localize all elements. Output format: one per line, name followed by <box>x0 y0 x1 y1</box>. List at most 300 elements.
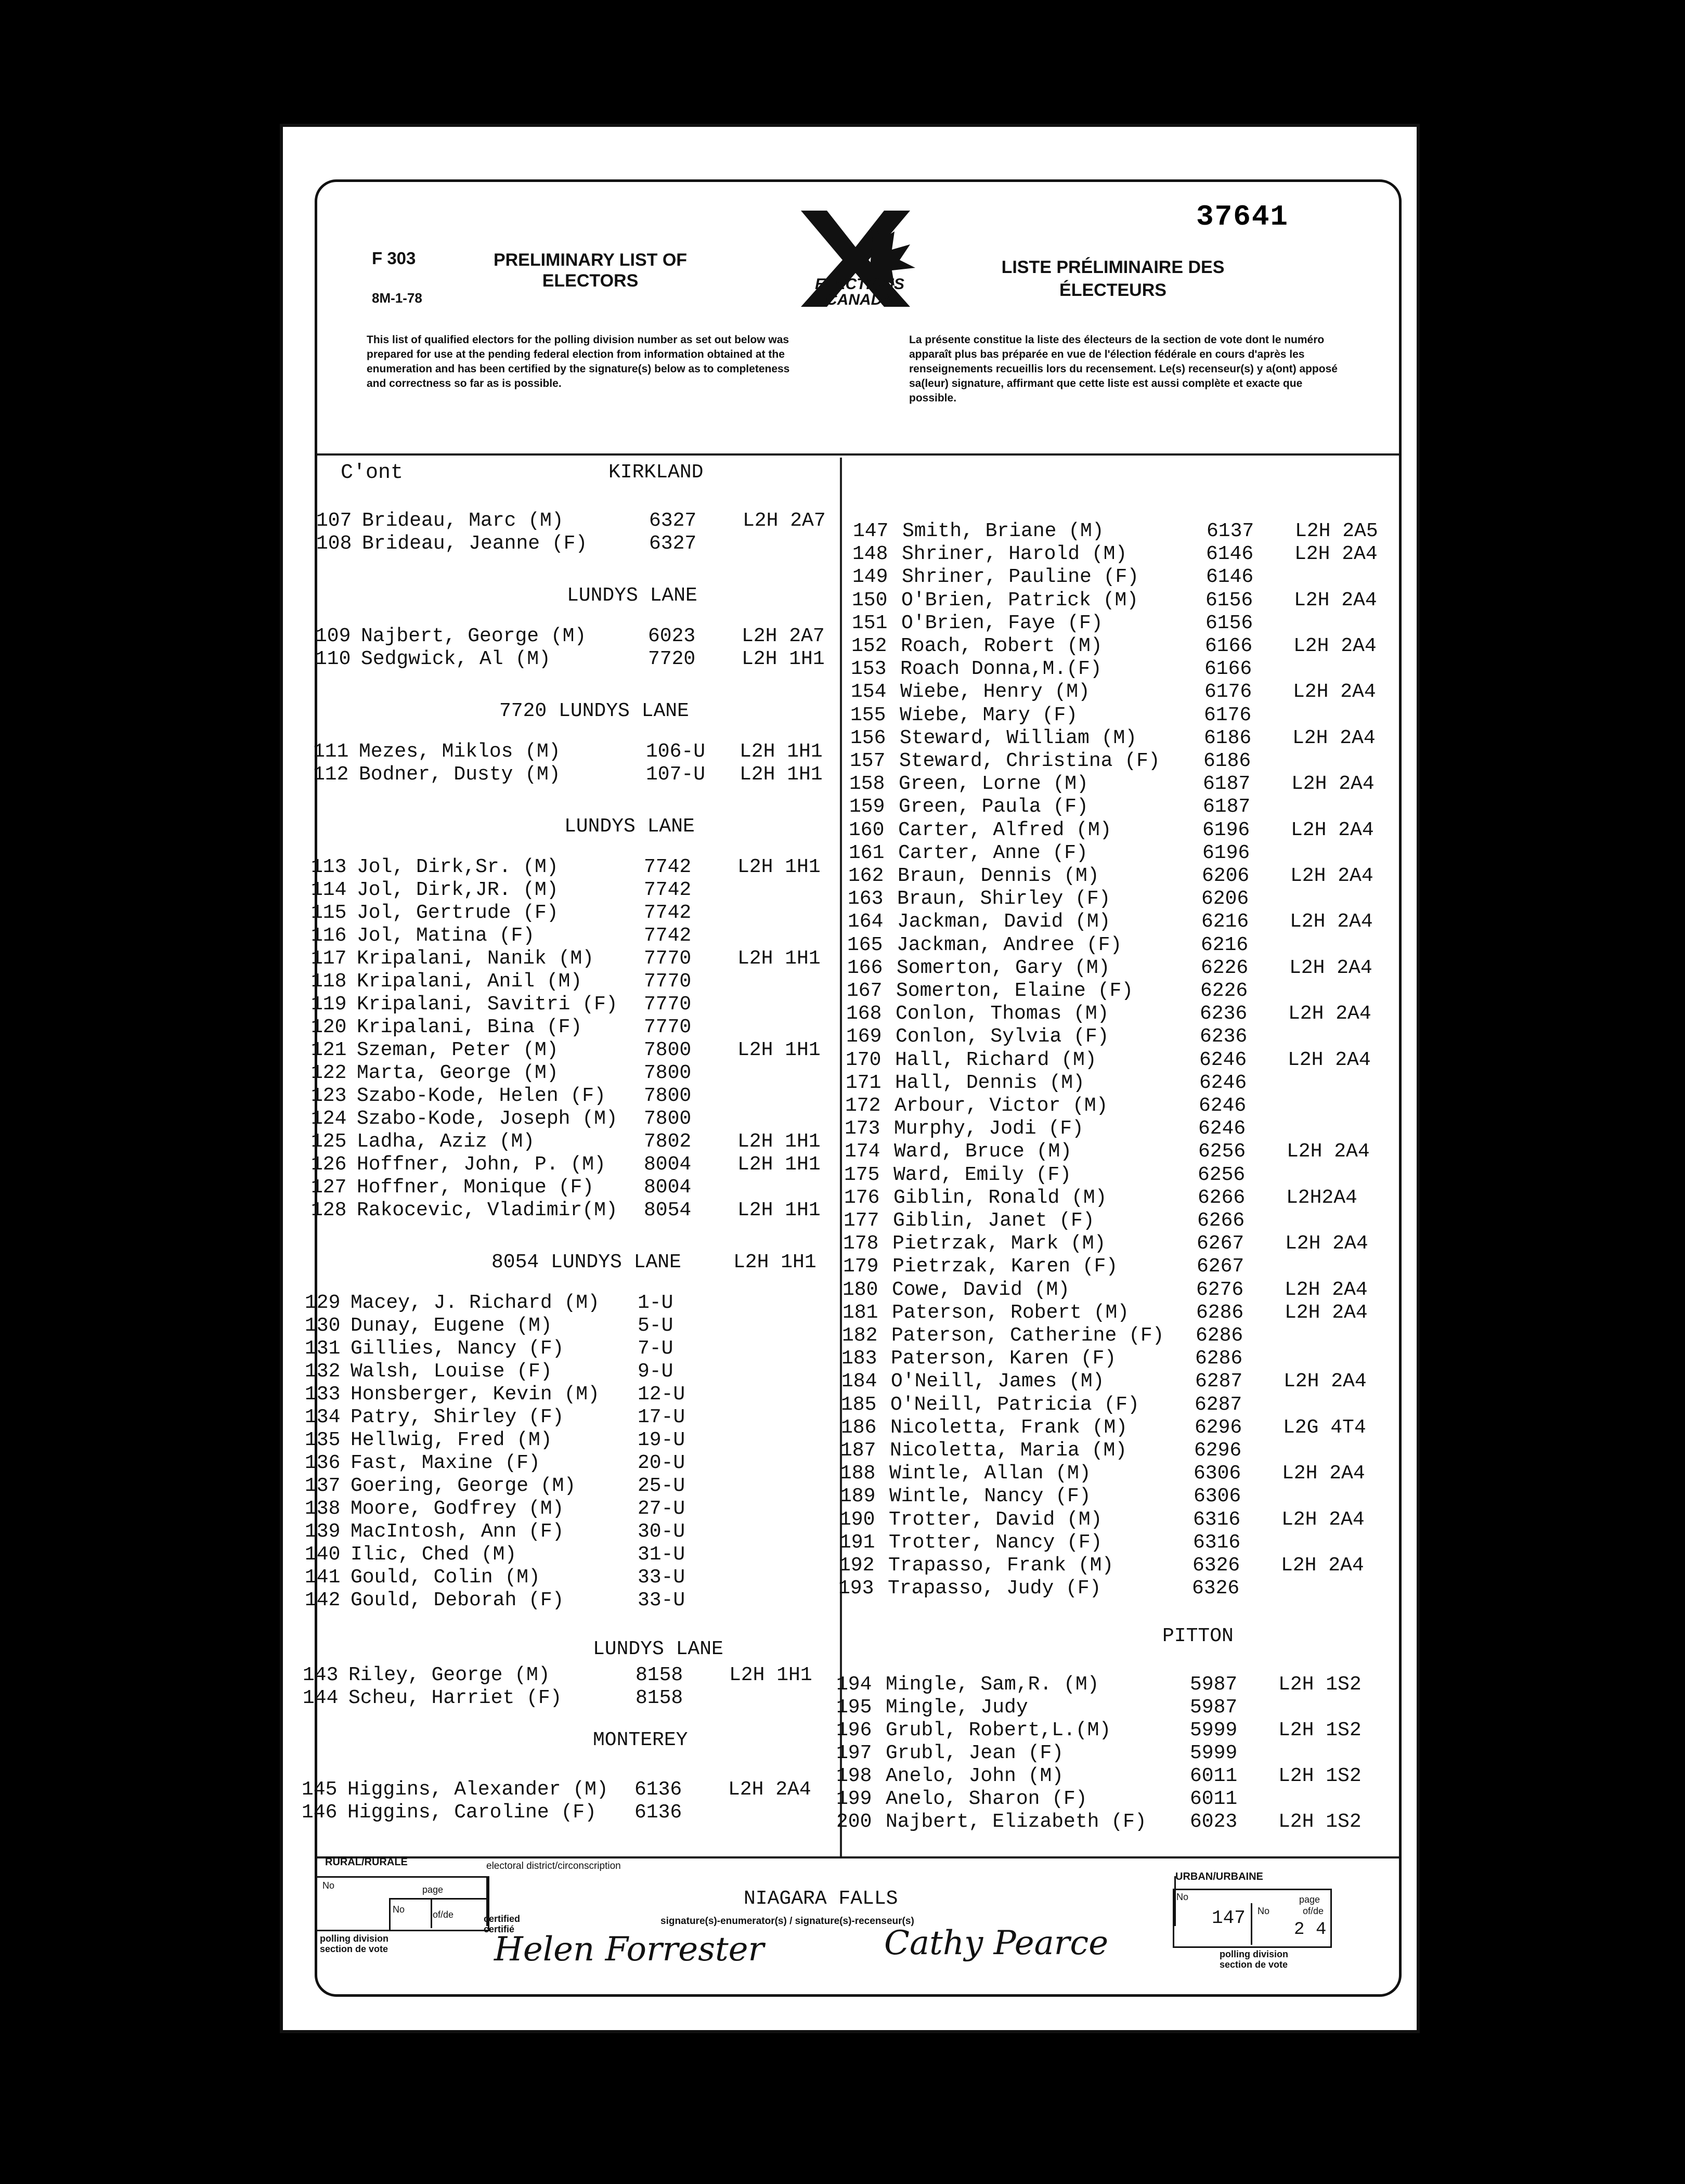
elector-postal-code: L2H 1H1 <box>737 1039 821 1061</box>
elector-postal-code: L2H 2A7 <box>742 625 825 647</box>
elector-number: 123 <box>311 1085 347 1107</box>
enumerator-signature-1: Helen Forrester <box>494 1930 764 1969</box>
elector-postal-code: L2H 2A4 <box>1285 1279 1368 1301</box>
elector-address: 30-U <box>638 1520 685 1543</box>
elector-name: Murphy, Jodi (F) <box>894 1117 1084 1140</box>
elector-name: Smith, Briane (M) <box>902 520 1104 542</box>
elector-address: 6196 <box>1202 842 1250 864</box>
elector-name: Moore, Godfrey (M) <box>351 1498 564 1520</box>
form-date: 8M-1-78 <box>372 290 422 306</box>
elector-address: 6136 <box>634 1801 682 1824</box>
elector-name: Braun, Dennis (M) <box>898 865 1099 887</box>
elector-number: 159 <box>849 796 885 818</box>
elector-number: 122 <box>311 1062 347 1084</box>
elector-postal-code: L2H 2A4 <box>1291 773 1375 795</box>
elector-number: 191 <box>839 1531 875 1554</box>
elector-number: 192 <box>839 1554 875 1577</box>
elector-number: 131 <box>305 1337 341 1360</box>
urban-no-label: No <box>1176 1892 1189 1902</box>
elector-address: 6287 <box>1195 1394 1242 1416</box>
elector-number: 145 <box>302 1778 338 1801</box>
elector-number: 158 <box>849 773 885 795</box>
elector-name: Szabo-Kode, Helen (F) <box>357 1085 606 1107</box>
elector-postal-code: L2H 1H1 <box>729 1664 812 1686</box>
street-heading: LUNDYS LANE <box>567 584 697 607</box>
elector-name: Arbour, Victor (M) <box>895 1095 1108 1117</box>
elector-number: 111 <box>313 740 349 763</box>
header-divider <box>315 453 1399 456</box>
elector-name: Ladha, Aziz (M) <box>357 1130 535 1153</box>
rural-polling-label <box>320 1933 388 1954</box>
elector-address: 1-U <box>638 1292 673 1314</box>
elector-address: 17-U <box>638 1406 685 1428</box>
elector-address: 31-U <box>638 1543 685 1566</box>
elector-postal-code: L2H 2A4 <box>1282 1462 1365 1485</box>
elector-number: 116 <box>311 925 347 947</box>
elector-number: 177 <box>844 1210 879 1232</box>
column-divider <box>840 458 842 1856</box>
elector-number: 108 <box>316 532 352 555</box>
elector-name: Jackman, David (M) <box>897 911 1111 933</box>
rural-polling-fr: section de vote <box>320 1944 388 1954</box>
elector-number: 117 <box>311 947 347 970</box>
elector-address: 6327 <box>649 510 697 532</box>
elector-name: Hall, Richard (M) <box>895 1049 1097 1071</box>
elector-name: O'Neill, Patricia (F) <box>890 1394 1139 1416</box>
elector-address: 6326 <box>1193 1554 1240 1577</box>
elector-address: 6236 <box>1200 1003 1248 1025</box>
elector-postal-code: L2H 1H1 <box>740 763 823 786</box>
elector-postal-code: L2H 1H1 <box>737 1199 821 1221</box>
elector-name: O'Neill, James (M) <box>891 1370 1105 1393</box>
elector-number: 109 <box>315 625 351 647</box>
elector-address: 6246 <box>1199 1049 1247 1071</box>
elector-postal-code: L2H 2A4 <box>1288 1049 1371 1071</box>
street-heading: MONTEREY <box>593 1729 688 1751</box>
elector-address: 7-U <box>638 1337 673 1360</box>
elector-name: Carter, Anne (F) <box>898 842 1088 864</box>
elector-address: 6236 <box>1200 1025 1248 1048</box>
elector-name: Shriner, Pauline (F) <box>902 566 1139 588</box>
elector-address: 6316 <box>1193 1509 1241 1531</box>
elector-address: 6146 <box>1206 566 1254 588</box>
elector-number: 141 <box>305 1566 341 1589</box>
elector-address: 6216 <box>1201 911 1249 933</box>
elector-name: Shriner, Harold (M) <box>902 543 1127 565</box>
elector-name: Steward, Christina (F) <box>899 750 1160 772</box>
elector-number: 149 <box>852 566 888 588</box>
street-heading: KIRKLAND <box>608 461 704 484</box>
rural-no-label-2: No <box>393 1904 405 1915</box>
elector-address: 6166 <box>1205 635 1253 657</box>
elector-address: 6136 <box>634 1778 682 1801</box>
elector-number: 142 <box>305 1589 341 1611</box>
elector-address: 6286 <box>1195 1347 1243 1370</box>
elector-address: 7770 <box>644 970 692 993</box>
elector-address: 6276 <box>1196 1279 1244 1301</box>
elector-name: Roach, Robert (M) <box>901 635 1103 657</box>
urban-label: URBAN/URBAINE <box>1175 1871 1263 1882</box>
elector-address: 6326 <box>1192 1577 1240 1600</box>
elector-address: 6226 <box>1201 957 1249 979</box>
elector-number: 118 <box>311 970 347 993</box>
elector-number: 181 <box>842 1302 878 1324</box>
elector-number: 175 <box>844 1164 880 1186</box>
elector-address: 6206 <box>1202 865 1250 887</box>
rural-label: RURAL/RURALE <box>325 1856 408 1868</box>
elector-address: 6186 <box>1203 750 1251 772</box>
street-heading: PITTON <box>1162 1625 1234 1647</box>
elector-name: Grubl, Jean (F) <box>886 1742 1064 1764</box>
elector-postal-code: L2H 2A4 <box>728 1778 811 1801</box>
elector-name: Honsberger, Kevin (M) <box>351 1383 600 1406</box>
elector-number: 162 <box>848 865 884 887</box>
elector-address: 6011 <box>1190 1765 1238 1787</box>
elector-address: 6286 <box>1196 1324 1243 1347</box>
elector-name: Macey, J. Richard (M) <box>351 1292 600 1314</box>
elector-address: 7770 <box>644 1016 692 1038</box>
elector-number: 151 <box>852 612 888 634</box>
elector-postal-code: L2H 2A4 <box>1287 1140 1370 1163</box>
rural-page-divider <box>431 1898 432 1928</box>
elector-postal-code: L2H 1S2 <box>1278 1765 1362 1787</box>
street-heading: 7720 LUNDYS LANE <box>499 700 689 722</box>
intro-english: This list of qualified electors for the polling division number as set out below was prepared for use at the pending federal election from information obtained at the enumeration and has been certified by the signature(s) below as to completeness and correctness so far as is possible. <box>367 334 790 389</box>
elector-postal-code: L2H2A4 <box>1286 1187 1357 1209</box>
elector-name: Braun, Shirley (F) <box>897 888 1111 910</box>
intro-french: La présente constitue la liste des électeurs de la section de vote dont le numéro apparaît plus bas préparée en vue de l'élection fédérale en cours d'après les renseignements recueillis lors du recensement. Le(s) recenseur(s) y a(ont) apposé sa(leur) signature, affirmant que cette liste est aussi complète et exacte que possible. <box>909 334 1338 404</box>
elector-address: 7770 <box>644 947 692 970</box>
elector-name: Higgins, Alexander (M) <box>347 1778 608 1801</box>
elector-name: Rakocevic, Vladimir(M) <box>357 1199 618 1221</box>
elector-number: 128 <box>311 1199 347 1221</box>
continued-label: C'ont <box>341 461 404 485</box>
elector-number: 112 <box>313 763 349 786</box>
elector-postal-code: L2H 2A5 <box>1295 520 1378 542</box>
elector-address: 6256 <box>1198 1140 1246 1163</box>
elector-postal-code: L2H 2A4 <box>1294 589 1377 612</box>
elector-name: O'Brien, Faye (F) <box>901 612 1103 634</box>
elector-name: Kripalani, Anil (M) <box>357 970 582 993</box>
elector-name: Nicoletta, Frank (M) <box>890 1416 1128 1439</box>
elector-address: 6187 <box>1203 796 1251 818</box>
elector-name: Wiebe, Henry (M) <box>900 681 1090 703</box>
elector-address: 7800 <box>644 1108 692 1130</box>
elector-postal-code: L2H 1H1 <box>742 648 825 670</box>
elector-name: Somerton, Elaine (F) <box>896 980 1134 1002</box>
logo-line-2: CANADA <box>826 291 893 308</box>
elector-address: 6246 <box>1199 1095 1247 1117</box>
elector-postal-code: L2H 2A4 <box>1294 543 1378 565</box>
elector-name: Najbert, George (M) <box>361 625 587 647</box>
elector-address: 7800 <box>644 1085 692 1107</box>
elector-address: 6296 <box>1194 1439 1242 1462</box>
elector-number: 168 <box>846 1003 882 1025</box>
elector-number: 190 <box>839 1509 875 1531</box>
elector-address: 6316 <box>1193 1531 1241 1554</box>
elector-postal-code: L2H 2A4 <box>1281 1554 1364 1577</box>
elector-number: 199 <box>836 1788 872 1810</box>
rural-of-label: of/de <box>433 1909 454 1920</box>
elector-name: Mingle, Sam,R. (M) <box>886 1673 1099 1696</box>
elector-number: 121 <box>311 1039 347 1061</box>
elector-name: Hoffner, Monique (F) <box>357 1176 594 1199</box>
elector-number: 178 <box>843 1232 879 1255</box>
street-heading: LUNDYS LANE <box>593 1638 723 1660</box>
rural-page-label: page <box>422 1884 444 1895</box>
elector-address: 6256 <box>1198 1164 1246 1186</box>
elector-number: 147 <box>853 520 889 542</box>
elector-number: 170 <box>846 1049 882 1071</box>
elector-name: Sedgwick, Al (M) <box>361 648 551 670</box>
elector-number: 136 <box>305 1452 341 1474</box>
elector-postal-code: L2H 2A4 <box>1284 1370 1367 1393</box>
elector-address: 7770 <box>644 993 692 1016</box>
elector-address: 6266 <box>1197 1210 1245 1232</box>
elector-name: O'Brien, Patrick (M) <box>901 589 1139 612</box>
elector-number: 160 <box>849 819 885 841</box>
elector-number: 124 <box>311 1108 347 1130</box>
elector-number: 138 <box>305 1498 341 1520</box>
footer-divider <box>315 1856 1399 1858</box>
elector-address: 6187 <box>1203 773 1251 795</box>
elector-address: 7742 <box>644 879 692 901</box>
elector-address: 6196 <box>1202 819 1250 841</box>
elector-name: MacIntosh, Ann (F) <box>351 1520 564 1543</box>
elector-name: Najbert, Elizabeth (F) <box>886 1811 1147 1833</box>
form-number: F 303 <box>372 249 416 268</box>
elector-name: Szeman, Peter (M) <box>357 1039 559 1061</box>
elector-number: 132 <box>305 1360 341 1383</box>
elector-number: 139 <box>305 1520 341 1543</box>
elector-name: Fast, Maxine (F) <box>351 1452 540 1474</box>
elector-address: 6146 <box>1206 543 1254 565</box>
elector-number: 196 <box>836 1719 872 1741</box>
elector-postal-code: L2H 2A4 <box>1290 911 1373 933</box>
elector-postal-code: L2H 1H1 <box>737 1153 821 1176</box>
elector-number: 155 <box>850 704 886 726</box>
elector-name: Conlon, Thomas (M) <box>896 1003 1109 1025</box>
elector-address: 27-U <box>638 1498 685 1520</box>
elector-number: 120 <box>311 1016 347 1038</box>
elector-address: 6023 <box>648 625 696 647</box>
urban-polling-fr: section de vote <box>1220 1959 1288 1970</box>
elector-name: Jackman, Andree (F) <box>897 934 1122 956</box>
elector-name: Brideau, Marc (M) <box>362 510 564 532</box>
elector-postal-code: L2H 2A4 <box>1285 1232 1368 1255</box>
elector-name: Anelo, Sharon (F) <box>886 1788 1087 1810</box>
page-total: 4 <box>1316 1920 1327 1940</box>
serial-number: 37641 <box>1196 200 1289 233</box>
elector-name: Bodner, Dusty (M) <box>359 763 561 786</box>
elector-name: Jol, Dirk,Sr. (M) <box>357 856 559 878</box>
elector-number: 185 <box>841 1394 877 1416</box>
elector-number: 133 <box>305 1383 341 1406</box>
elector-name: Gillies, Nancy (F) <box>351 1337 564 1360</box>
elector-address: 5999 <box>1190 1742 1238 1764</box>
elector-address: 6327 <box>649 532 697 555</box>
urban-of-label: of/de <box>1303 1906 1324 1916</box>
certified-en: certified <box>484 1914 521 1924</box>
elector-number: 152 <box>851 635 887 657</box>
elector-name: Roach Donna,M.(F) <box>900 658 1102 680</box>
elector-postal-code: L2G 4T4 <box>1283 1416 1366 1439</box>
elector-address: 6156 <box>1206 589 1253 612</box>
elector-name: Grubl, Robert,L.(M) <box>886 1719 1111 1741</box>
urban-polling-en: polling division <box>1220 1949 1288 1959</box>
elector-number: 130 <box>305 1315 341 1337</box>
elector-number: 165 <box>847 934 883 956</box>
elector-address: 6186 <box>1204 727 1252 749</box>
elector-address: 8158 <box>636 1664 683 1686</box>
elector-address: 8054 <box>644 1199 692 1221</box>
elector-address: 7742 <box>644 856 692 878</box>
elector-name: Hellwig, Fred (M) <box>351 1429 552 1451</box>
elector-name: Jol, Dirk,JR. (M) <box>357 879 559 901</box>
elector-number: 169 <box>846 1025 882 1048</box>
urban-polling-label <box>1220 1949 1288 1970</box>
elector-postal-code: L2H 1S2 <box>1278 1811 1362 1833</box>
elector-address: 7800 <box>644 1039 692 1061</box>
elector-number: 157 <box>850 750 886 772</box>
elector-number: 115 <box>311 902 347 924</box>
elector-name: Wintle, Nancy (F) <box>889 1485 1091 1507</box>
elector-address: 6267 <box>1197 1232 1245 1255</box>
elector-postal-code: L2H 2A4 <box>1291 819 1374 841</box>
elector-address: 6176 <box>1204 704 1252 726</box>
elector-number: 154 <box>851 681 887 703</box>
elector-postal-code: L2H 2A4 <box>1288 1003 1371 1025</box>
elector-name: Paterson, Catherine (F) <box>891 1324 1164 1347</box>
elector-postal-code: L2H 2A4 <box>1292 727 1376 749</box>
elector-number: 172 <box>845 1095 881 1117</box>
elector-name: Conlon, Sylvia (F) <box>896 1025 1109 1048</box>
elector-number: 180 <box>842 1279 878 1301</box>
elector-number: 150 <box>852 589 888 612</box>
elector-address: 5987 <box>1190 1673 1238 1696</box>
elector-number: 171 <box>846 1072 882 1094</box>
elector-address: 6306 <box>1194 1485 1241 1507</box>
elector-number: 126 <box>311 1153 347 1176</box>
elector-name: Trotter, Nancy (F) <box>889 1531 1103 1554</box>
elector-postal-code: L2H 2A4 <box>1285 1302 1368 1324</box>
elector-number: 198 <box>836 1765 872 1787</box>
elector-name: Kripalani, Savitri (F) <box>357 993 618 1016</box>
elector-name: Kripalani, Nanik (M) <box>357 947 594 970</box>
elector-address: 6156 <box>1206 612 1253 634</box>
elector-address: 6267 <box>1197 1255 1245 1278</box>
title-english: PRELIMINARY LIST OF ELECTORS <box>493 250 688 291</box>
elector-number: 137 <box>305 1475 341 1497</box>
elector-postal-code: L2H 1H1 <box>737 1130 821 1153</box>
elector-number: 176 <box>844 1187 880 1209</box>
elector-postal-code: L2H 1H1 <box>737 947 821 970</box>
elector-number: 129 <box>305 1292 341 1314</box>
elector-name: Gould, Deborah (F) <box>351 1589 564 1611</box>
title-french: LISTE PRÉLIMINAIRE DES ÉLECTEURS <box>1001 257 1225 300</box>
elector-number: 107 <box>316 510 352 532</box>
elector-postal-code: L2H 2A4 <box>1289 957 1372 979</box>
street-heading: 8054 LUNDYS LANE <box>491 1251 681 1273</box>
rural-polling-en: polling division <box>320 1933 388 1944</box>
street-postal-code: L2H 1H1 <box>733 1251 816 1273</box>
elector-address: 25-U <box>638 1475 685 1497</box>
elector-name: Scheu, Harriet (F) <box>348 1687 562 1709</box>
elector-address: 6287 <box>1195 1370 1243 1393</box>
urban-no-label-2: No <box>1258 1906 1270 1916</box>
elector-number: 156 <box>850 727 886 749</box>
elector-number: 195 <box>836 1696 872 1719</box>
elector-number: 148 <box>852 543 888 565</box>
elector-name: Jol, Matina (F) <box>357 925 535 947</box>
elector-address: 6206 <box>1201 888 1249 910</box>
elector-postal-code: L2H 2A4 <box>1293 635 1377 657</box>
elector-address: 5-U <box>638 1315 673 1337</box>
elector-address: 8158 <box>636 1687 683 1709</box>
elector-number: 173 <box>845 1117 880 1140</box>
elector-address: 6286 <box>1196 1302 1244 1324</box>
elector-name: Carter, Alfred (M) <box>898 819 1112 841</box>
elector-address: 8004 <box>644 1153 692 1176</box>
elector-number: 167 <box>847 980 883 1002</box>
elector-address: 7742 <box>644 902 692 924</box>
elector-postal-code: L2H 2A4 <box>1293 681 1376 703</box>
elector-name: Green, Lorne (M) <box>899 773 1088 795</box>
elector-name: Trotter, David (M) <box>889 1509 1103 1531</box>
elector-number: 146 <box>302 1801 338 1824</box>
elector-address: 6166 <box>1204 658 1252 680</box>
elector-address: 6226 <box>1200 980 1248 1002</box>
elector-number: 134 <box>305 1406 341 1428</box>
elector-address: 6246 <box>1198 1117 1246 1140</box>
elector-number: 179 <box>843 1255 879 1278</box>
logo-text <box>795 277 925 308</box>
elector-address: 6306 <box>1194 1462 1241 1485</box>
enumerator-signature-2: Cathy Pearce <box>884 1924 1109 1962</box>
elector-number: 184 <box>841 1370 877 1393</box>
elector-name: Hall, Dennis (M) <box>895 1072 1085 1094</box>
certified-fr: certifié <box>484 1924 515 1934</box>
elector-address: 6246 <box>1199 1072 1247 1094</box>
elector-name: Trapasso, Frank (M) <box>888 1554 1114 1577</box>
elector-postal-code: L2H 1S2 <box>1278 1719 1362 1741</box>
elector-address: 6137 <box>1207 520 1254 542</box>
elector-number: 193 <box>838 1577 874 1600</box>
elector-number: 140 <box>305 1543 341 1566</box>
elector-name: Walsh, Louise (F) <box>351 1360 552 1383</box>
elector-name: Dunay, Eugene (M) <box>351 1315 552 1337</box>
urban-page-label: page <box>1299 1894 1320 1905</box>
page-number: 2 <box>1294 1920 1305 1940</box>
elector-name: Goering, George (M) <box>351 1475 576 1497</box>
elector-address: 33-U <box>638 1566 685 1589</box>
elector-address: 6023 <box>1190 1811 1238 1833</box>
elector-name: Higgins, Caroline (F) <box>347 1801 597 1824</box>
elector-number: 144 <box>303 1687 339 1709</box>
elector-postal-code: L2H 1H1 <box>737 856 821 878</box>
elector-name: Patry, Shirley (F) <box>351 1406 564 1428</box>
elector-address: 7802 <box>644 1130 692 1153</box>
elector-number: 187 <box>840 1439 876 1462</box>
elector-name: Gould, Colin (M) <box>351 1566 540 1589</box>
elector-address: 5987 <box>1190 1696 1238 1719</box>
elector-address: 9-U <box>638 1360 673 1383</box>
elector-postal-code: L2H 1H1 <box>740 740 823 763</box>
elector-number: 125 <box>311 1130 347 1153</box>
elector-number: 189 <box>840 1485 876 1507</box>
elector-address: 20-U <box>638 1452 685 1474</box>
logo-line-1: ELECTIONS <box>815 276 904 293</box>
